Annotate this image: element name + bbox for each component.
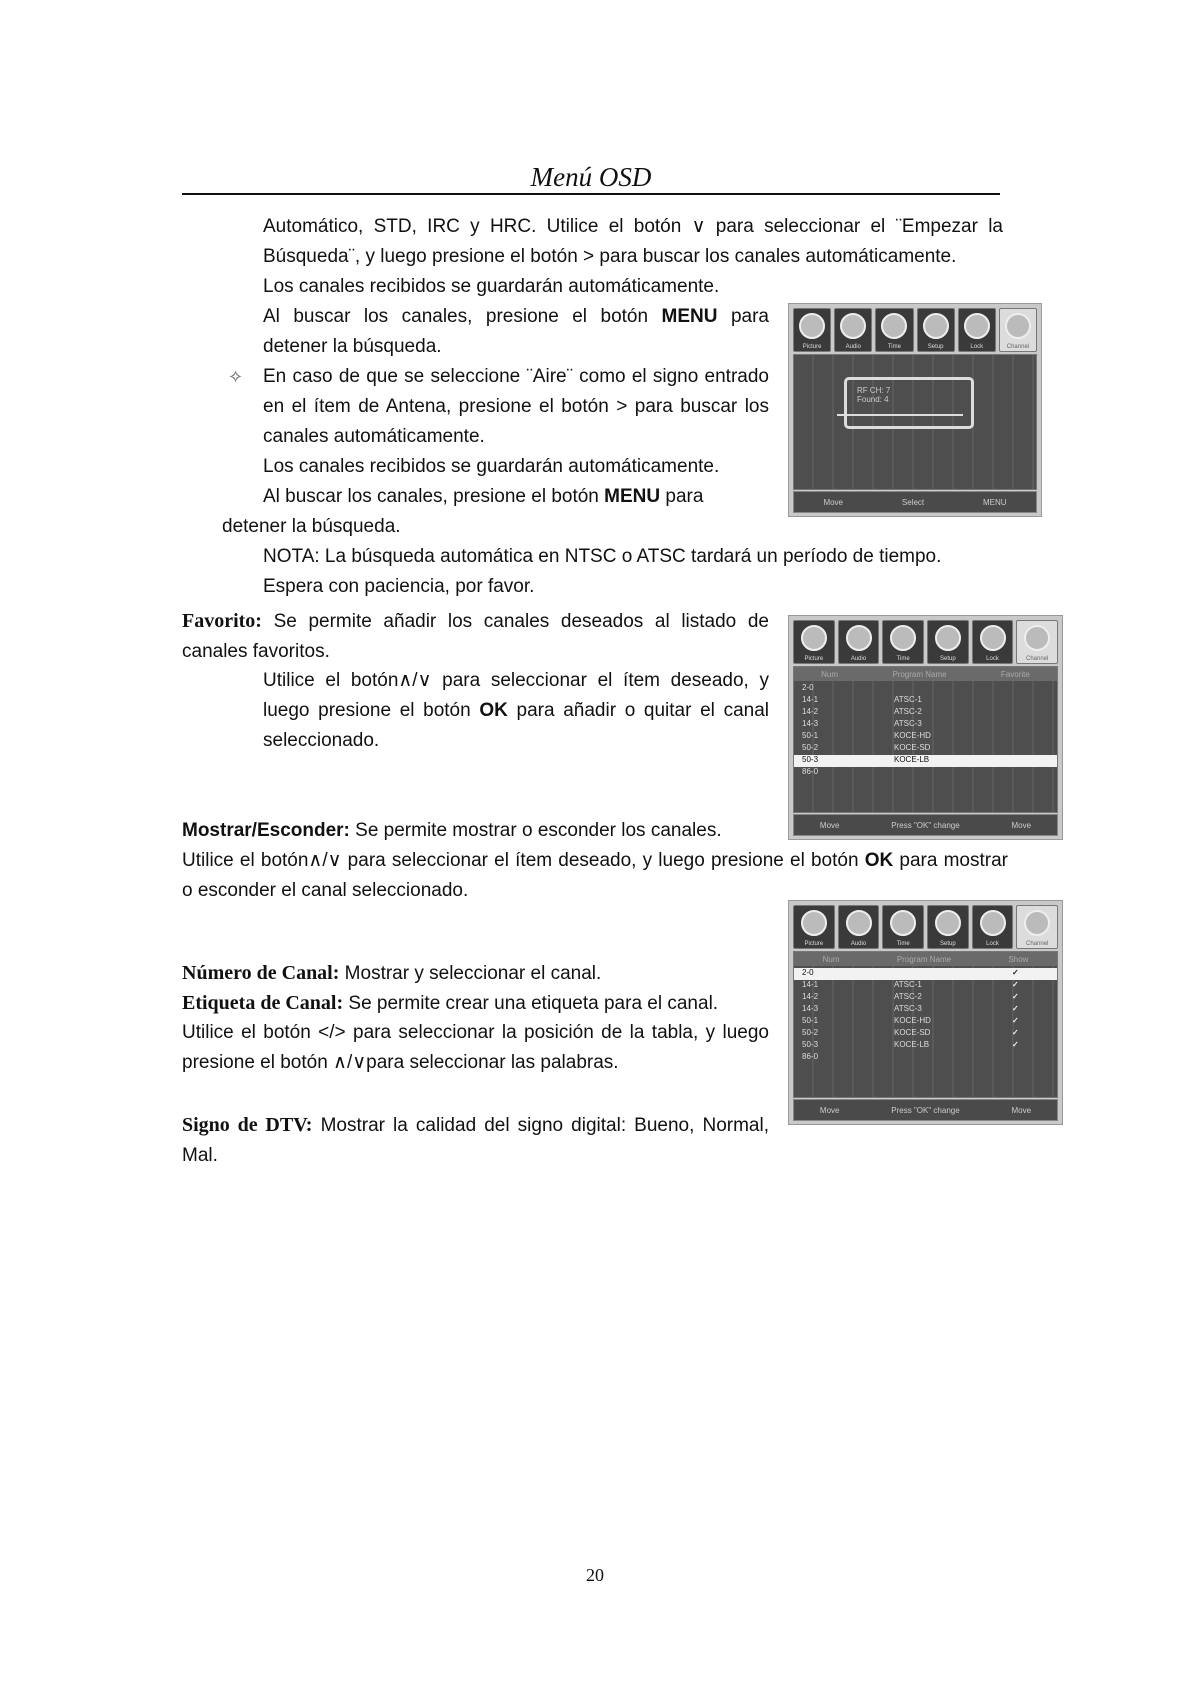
clock-icon (890, 910, 916, 936)
osd-screenshot-show-hide (788, 900, 1063, 1125)
mostrar-instructions: Utilice el botón∧/∨ para seleccionar el ítem deseado, y luego presione el botón OK para mostrar o esconder el canal seleccionado. (182, 850, 1008, 901)
list-item: 14-3 ATSC-3 (802, 719, 922, 728)
list-header: Num Program Name Show (794, 952, 1057, 966)
numero-section: Número de Canal: Mostrar y seleccionar el canal. (182, 962, 602, 984)
osd-tab-channel: Channel (999, 308, 1037, 352)
scan-progress-bar (837, 414, 963, 416)
channel-icon (1024, 625, 1050, 651)
osd-footer: Move Press "OK" change Move (793, 1099, 1058, 1121)
check-icon: ✓ (1012, 1028, 1019, 1037)
osd-tab-lock: Lock (972, 620, 1014, 664)
audio-icon (846, 625, 872, 651)
check-icon: ✓ (1012, 980, 1019, 989)
mostrar-section: Mostrar/Esconder: Se permite mostrar o esconder los canales. (182, 820, 722, 841)
check-icon: ✓ (1012, 992, 1019, 1001)
osd-tab-time: Time (882, 905, 924, 949)
osd-footer: Move Press "OK" change Move (793, 814, 1058, 836)
osd-tab-lock: Lock (958, 308, 996, 352)
picture-icon (801, 910, 827, 936)
signo-section: Signo de DTV: Mostrar la calidad del signo digital: Bueno, Normal, Mal. (182, 1114, 769, 1166)
osd-tabs (793, 308, 1037, 352)
scan-status-box: RF CH: 7 Found: 4 (844, 377, 974, 429)
list-item: 50-3 KOCE-LB ✓ (802, 1040, 1019, 1049)
osd-tab-audio: Audio (834, 308, 872, 352)
intro-paragraph-2: Los canales recibidos se guardarán automáticamente. (263, 276, 720, 297)
list-item: 14-3 ATSC-3 ✓ (802, 1004, 1019, 1013)
audio-icon (846, 910, 872, 936)
list-item: 2-0 (802, 683, 814, 692)
picture-icon (801, 625, 827, 651)
osd-tab-audio: Audio (838, 905, 880, 949)
channel-icon (1005, 313, 1031, 339)
osd-footer: Move Select MENU (793, 491, 1037, 513)
channel-icon (1024, 910, 1050, 936)
intro-paragraph-1: Automático, STD, IRC y HRC. Utilice el botón ∨ para seleccionar el ¨Empezar la Búsqueda¨, y luego presione el botón > para buscar los canales automáticamente. (263, 216, 1003, 267)
osd-tab-setup: Setup (927, 905, 969, 949)
osd-tab-channel: Channel (1016, 620, 1058, 664)
osd-tabs (793, 620, 1058, 664)
osd-tab-setup: Setup (927, 620, 969, 664)
osd-tabs (793, 905, 1058, 949)
osd-channel-list (793, 666, 1058, 813)
check-icon: ✓ (1012, 1016, 1019, 1025)
osd-tab-time: Time (882, 620, 924, 664)
list-item: 14-2 ATSC-2 (802, 707, 922, 716)
osd-tab-time: Time (875, 308, 913, 352)
lock-icon (980, 625, 1006, 651)
check-icon: ✓ (1012, 968, 1019, 977)
osd-tab-audio: Audio (838, 620, 880, 664)
gear-icon (923, 313, 949, 339)
audio-icon (840, 313, 866, 339)
osd-body (793, 354, 1037, 490)
clock-icon (881, 313, 907, 339)
page-number: 20 (586, 1565, 604, 1585)
list-item: 14-1 ATSC-1 ✓ (802, 980, 1019, 989)
gear-icon (935, 625, 961, 651)
intro-paragraph-6: Al buscar los canales, presione el botón MENU para (263, 486, 704, 507)
lock-icon (980, 910, 1006, 936)
note-text-2: Espera con paciencia, por favor. (263, 576, 535, 597)
osd-tab-lock: Lock (972, 905, 1014, 949)
list-item: 50-2 KOCE-SD (802, 743, 931, 752)
osd-tab-picture: Picture (793, 905, 835, 949)
etiqueta-instructions: Utilice el botón </> para seleccionar la posición de la tabla, y luego presione el botón ∧/∨para seleccionar las palabras. (182, 1022, 769, 1073)
osd-tab-channel: Channel (1016, 905, 1058, 949)
etiqueta-section: Etiqueta de Canal: Se permite crear una etiqueta para el canal. (182, 992, 719, 1014)
list-header: Num Program Name Favorite (794, 667, 1057, 681)
favorito-instructions: Utilice el botón∧/∨ para seleccionar el ítem deseado, y luego presione el botón OK para añadir o quitar el canal seleccionado. (263, 670, 769, 751)
list-item: 50-1 KOCE-HD ✓ (802, 1016, 1019, 1025)
osd-tab-picture: Picture (793, 308, 831, 352)
intro-paragraph-3: Al buscar los canales, presione el botón MENU para detener la búsqueda. (263, 306, 769, 357)
intro-paragraph-6-cont: detener la búsqueda. (222, 516, 401, 537)
gear-icon (935, 910, 961, 936)
osd-tab-setup: Setup (917, 308, 955, 352)
osd-screenshot-scan (788, 303, 1042, 517)
list-item: 50-2 KOCE-SD ✓ (802, 1028, 1019, 1037)
list-item: 14-2 ATSC-2 ✓ (802, 992, 1019, 1001)
osd-channel-list (793, 951, 1058, 1098)
lock-icon (964, 313, 990, 339)
page-title: Menú OSD (530, 162, 652, 192)
list-item: 50-1 KOCE-HD (802, 731, 931, 740)
list-item: 86-0 (802, 1052, 819, 1061)
favorito-section: Favorito: Se permite añadir los canales deseados al listado de canales favoritos. (182, 610, 769, 662)
check-icon: ✓ (1012, 1004, 1019, 1013)
note-text: NOTA: La búsqueda automática en NTSC o ATSC tardará un período de tiempo. (263, 546, 942, 567)
osd-screenshot-favorites (788, 615, 1063, 840)
title-rule (182, 193, 1000, 195)
check-icon: ✓ (1012, 1040, 1019, 1049)
osd-tab-picture: Picture (793, 620, 835, 664)
intro-paragraph-4: En caso de que se seleccione ¨Aire¨ como el signo entrado en el ítem de Antena, presione el botón > para buscar los canales automáticamente. (263, 366, 769, 447)
diamond-bullet-icon: ✧ (228, 367, 244, 387)
list-item: 14-1 ATSC-1 (802, 695, 922, 704)
picture-icon (799, 313, 825, 339)
list-item-selected: 50-3 KOCE-LB (794, 755, 1057, 767)
intro-paragraph-5: Los canales recibidos se guardarán automáticamente. (263, 456, 720, 477)
list-item-selected: 2-0 ✓ (794, 968, 1057, 980)
clock-icon (890, 625, 916, 651)
list-item: 86-0 (802, 767, 819, 776)
